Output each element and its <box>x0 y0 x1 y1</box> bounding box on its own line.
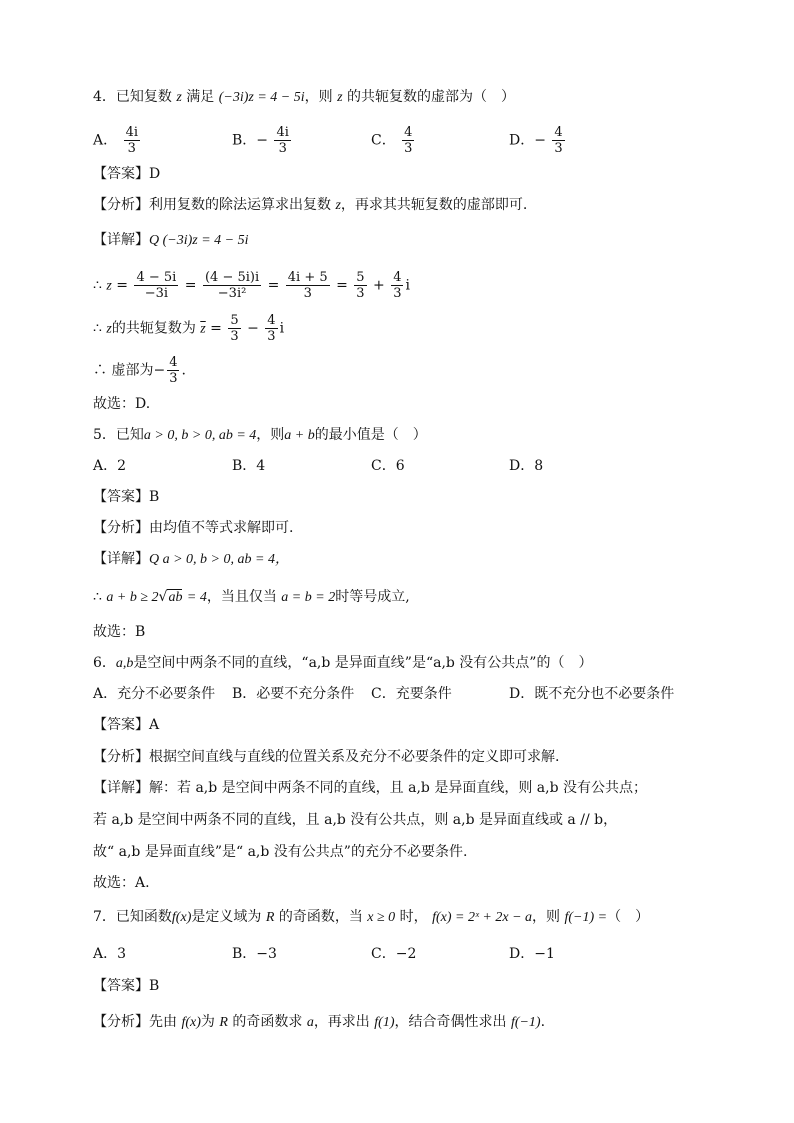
q5-answer-tag: 【答案】 <box>93 489 149 505</box>
q7-stem-b: 是定义域为 <box>191 909 262 925</box>
q4-detail-tag: 【详解】 <box>93 232 149 248</box>
q4-detail-1 <box>93 230 249 251</box>
q4-d2-frac1-den: −3i <box>144 286 169 301</box>
q4-stem-c: ，则 <box>304 89 333 105</box>
q4-option-b <box>232 125 293 156</box>
q7-ask: f(−1) = <box>564 910 608 925</box>
q4-option-d-label: D． <box>509 132 535 149</box>
q5-option-b-value: 4 <box>256 458 266 474</box>
q4-answer-value: D <box>149 166 161 182</box>
q7-option-d-label: D． <box>509 946 535 962</box>
q6-analysis-text: 根据空间直线与直线的位置关系及充分不必要条件的定义即可求解. <box>149 749 560 765</box>
q4-option-a-label: A． <box>93 132 118 149</box>
q5-d2-eq: a = b = 2 <box>281 590 336 605</box>
q4-d2-frac1 <box>134 270 178 301</box>
q4-d3-frac1-num: 5 <box>230 313 239 328</box>
q4-therefore-2: ∴ <box>93 320 102 337</box>
q4-d2-frac5-num: 4 <box>393 270 402 285</box>
q4-d3-text: 的共轭复数为 <box>111 320 196 337</box>
q6-detail-line3: 故“ a,b 是异面直线”是“ a,b 没有公共点”的充分不必要条件. <box>93 844 468 860</box>
q6-choose <box>93 873 150 893</box>
q6-option-b-label: B． <box>232 686 257 702</box>
q4-stem-d: 的共轭复数的虚部为（ ） <box>347 89 515 105</box>
q7-stem <box>93 907 649 928</box>
q5-option-b <box>232 456 265 476</box>
q5-number: 5． <box>93 427 116 443</box>
q7-def: f(x) = 2ˣ + 2x − a <box>432 910 533 925</box>
q7-option-d-value: −1 <box>534 946 555 962</box>
q4-option-d-sign: − <box>534 132 546 149</box>
q4-detail-3: ∴ z的共轭复数为 $\overline{z}$ = $\frac{5}{3}$ − $\frac{4}{3}$ i <box>93 313 285 344</box>
q6-analysis <box>93 747 559 767</box>
q7-option-c <box>371 944 416 964</box>
q4-choose <box>93 394 150 414</box>
q4-option-b-frac <box>274 125 290 156</box>
q7-analysis <box>93 1012 545 1033</box>
q4-option-a-frac <box>124 125 140 156</box>
q4-therefore-1: ∴ <box>93 277 102 294</box>
q7-stem-c: 的奇函数，当 <box>278 909 363 925</box>
q4-option-d <box>509 125 567 156</box>
q4-d2-frac2-num: (4 − 5i)i <box>204 270 260 285</box>
q5-detail-2: ∴ a + b ≥ 2√ab = 4，当且仅当 a = b = 2时等号成立, <box>93 589 410 605</box>
q4-d3-frac1-den: 3 <box>230 329 239 344</box>
q4-d2-frac2-den: −3i² <box>217 286 247 301</box>
q6-option-b-value: 必要不充分条件 <box>256 686 355 702</box>
q5-option-c <box>371 456 405 476</box>
q7-analysis-f1: f(1) <box>374 1015 395 1030</box>
q5-condition: a > 0, b > 0, ab = 4 <box>143 428 257 443</box>
q4-d3-frac2-num: 4 <box>267 313 276 328</box>
q4-option-b-sign: − <box>256 132 269 149</box>
q4-option-b-num: 4i <box>276 125 289 140</box>
q7-analysis-fm1: f(−1) <box>510 1015 541 1030</box>
q4-detail-line1: Q (−3i)z = 4 − 5i <box>149 233 249 248</box>
q4-option-d-frac <box>552 125 564 156</box>
q4-d2-frac5 <box>391 270 403 301</box>
q7-option-a-label: A． <box>93 946 118 962</box>
q4-answer-tag: 【答案】 <box>93 166 149 182</box>
q4-option-b-label: B． <box>232 132 257 149</box>
q5-analysis <box>93 518 293 538</box>
q7-fx: f(x) <box>171 910 192 925</box>
q4-answer <box>93 164 160 184</box>
q5-d2-b: = 4 <box>186 590 207 605</box>
q7-analysis-d: ，再求出 <box>313 1014 370 1030</box>
q4-option-c-frac <box>402 125 414 156</box>
q4-d2-frac2 <box>203 270 261 301</box>
q4-option-c-num: 4 <box>404 125 413 140</box>
q7-option-a <box>93 944 126 964</box>
q5-answer-value: B <box>149 489 160 505</box>
q6-choose-text: 故选：A. <box>93 875 150 891</box>
q6-answer <box>93 715 159 735</box>
q6-option-d-label: D． <box>509 686 535 702</box>
q7-option-d <box>509 944 555 964</box>
q7-R: R <box>265 910 275 925</box>
q4-option-b-den: 3 <box>278 141 287 156</box>
q4-analysis-b: ，再求其共轭复数的虚部即可. <box>340 197 528 213</box>
q5-analysis-text: 由均值不等式求解即可. <box>149 520 294 536</box>
q7-analysis-f: . <box>540 1014 546 1030</box>
q6-option-a-value: 充分不必要条件 <box>117 686 216 702</box>
q7-analysis-fx: f(x) <box>181 1015 201 1030</box>
q7-stem-f: （ ） <box>607 909 650 925</box>
q6-option-d-value: 既不充分也不必要条件 <box>534 686 675 702</box>
q6-detail-3 <box>93 842 467 862</box>
q4-option-d-den: 3 <box>554 141 563 156</box>
q4-stem <box>93 87 515 108</box>
q4-d2-frac4-num: 5 <box>356 270 365 285</box>
q6-vars: a,b <box>115 656 134 671</box>
q4-analysis-z: z <box>335 198 341 213</box>
q5-option-a-label: A． <box>93 458 118 474</box>
q6-option-c-value: 充要条件 <box>395 686 452 702</box>
q7-option-b-value: −3 <box>256 946 277 962</box>
q7-stem-d: 时， <box>399 909 428 925</box>
q4-d2-frac3-den: 3 <box>303 286 312 301</box>
q6-detail-2 <box>93 810 617 830</box>
q5-choose <box>93 622 145 642</box>
q7-stem-e: ，则 <box>532 909 561 925</box>
q7-option-c-label: C． <box>371 946 396 962</box>
q6-answer-value: A <box>149 717 160 733</box>
q4-d4-frac-den: 3 <box>169 371 178 386</box>
q4-option-a <box>93 125 142 156</box>
q7-analysis-a-var: a <box>306 1015 314 1030</box>
q4-d3-z: z <box>106 321 112 337</box>
q4-d2-frac4 <box>354 270 366 301</box>
q4-var-z: z <box>176 90 182 105</box>
q5-option-a-value: 2 <box>117 458 127 474</box>
q5-d2-a: a + b ≥ 2 <box>106 590 159 605</box>
q4-d2-z: z <box>106 278 112 294</box>
q6-stem-text: 是空间中两条不同的直线，“a,b 是异面直线”是“a,b 没有公共点”的（ ） <box>133 655 593 671</box>
q4-option-c-den: 3 <box>404 141 413 156</box>
q6-option-a <box>93 684 215 704</box>
q6-option-c <box>371 684 452 704</box>
q5-stem-a: 已知 <box>115 427 144 443</box>
q5-analysis-tag: 【分析】 <box>93 520 149 536</box>
q4-d4-frac <box>167 355 179 386</box>
q4-therefore-3: ∴ <box>93 362 107 379</box>
q4-d4-text: 虚部为 <box>111 362 154 379</box>
q4-option-a-den: 3 <box>127 141 136 156</box>
q5-stem <box>93 425 427 446</box>
q7-option-a-value: 3 <box>117 946 127 962</box>
q5-detail-tag: 【详解】 <box>93 551 149 567</box>
q6-number: 6． <box>93 655 116 671</box>
q4-option-a-num: 4i <box>125 125 139 140</box>
q5-detail-1 <box>93 549 289 570</box>
q4-option-d-num: 4 <box>554 125 563 140</box>
q4-analysis-a: 利用复数的除法运算求出复数 <box>149 197 331 213</box>
q4-analysis <box>93 195 527 216</box>
q4-choose-text: 故选：D. <box>93 396 151 412</box>
q5-stem-b: ，则 <box>256 427 285 443</box>
q4-analysis-tag: 【分析】 <box>93 197 149 213</box>
q5-option-b-label: B． <box>232 458 257 474</box>
q4-var-z-2: z <box>337 90 343 105</box>
q6-detail-line2: 若 a,b 是空间中两条不同的直线，且 a,b 没有公共点，则 a,b 是异面直线或 a // b， <box>93 812 618 828</box>
q4-option-c-label: C． <box>371 132 396 149</box>
q6-option-a-label: A． <box>93 686 118 702</box>
q4-d2-frac5-den: 3 <box>393 286 402 301</box>
q6-detail-tag: 【详解】 <box>93 780 149 796</box>
q4-d2-frac4-den: 3 <box>356 286 365 301</box>
q4-number: 4． <box>93 89 116 105</box>
q4-d3-zbar: $\overline{z}$ <box>200 321 206 337</box>
q4-detail-2: ∴ z = $\frac{4 - 5i}{-3i}$ = $\frac{(4 - 5i)i}{\text{−3i²}}$ = $\frac{4i + 5}{3}$ = $\frac{5}{3}$ + $\frac{4}{3}$ i <box>93 270 410 301</box>
q5-option-d-label: D． <box>509 458 535 474</box>
q4-stem-a: 已知复数 <box>115 89 172 105</box>
q7-number: 7． <box>93 909 116 925</box>
q4-d3-frac2 <box>265 313 277 344</box>
q7-analysis-c: 的奇函数求 <box>232 1014 303 1030</box>
q4-detail-4: ∴ 虚部为− $\frac{4}{3}$ . <box>93 355 186 386</box>
q7-analysis-b: 为 <box>200 1014 215 1030</box>
q7-option-b-label: B． <box>232 946 257 962</box>
q5-answer <box>93 487 159 507</box>
q5-therefore: ∴ <box>93 589 102 605</box>
q6-detail-line1: 解：若 a,b 是空间中两条不同的直线，且 a,b 是异面直线，则 a,b 没有公共点； <box>149 780 647 796</box>
q4-d3-frac2-den: 3 <box>267 329 276 344</box>
q6-detail-1 <box>93 778 647 798</box>
q5-option-a <box>93 456 126 476</box>
q4-d3-frac1 <box>228 313 240 344</box>
q4-d2-frac3 <box>286 270 330 301</box>
q4-d4-frac-num: 4 <box>169 355 178 370</box>
q5-option-d-value: 8 <box>534 458 544 474</box>
q6-option-b <box>232 684 354 704</box>
q5-stem-c: 的最小值是（ ） <box>314 427 427 443</box>
q7-option-b <box>232 944 277 964</box>
q4-stem-b: 满足 <box>186 89 215 105</box>
q6-stem <box>93 653 592 674</box>
q4-condition: (−3i)z = 4 − 5i <box>218 90 305 105</box>
q7-answer-value: B <box>149 978 160 994</box>
q7-stem-a: 已知函数 <box>115 909 172 925</box>
q7-analysis-e: ，结合奇偶性求出 <box>394 1014 507 1030</box>
q5-choose-text: 故选：B <box>93 624 146 640</box>
q5-option-c-value: 6 <box>395 458 405 474</box>
q7-analysis-tag: 【分析】 <box>93 1014 149 1030</box>
q6-answer-tag: 【答案】 <box>93 717 149 733</box>
q5-d2-d: 时等号成立, <box>335 589 410 605</box>
q6-analysis-tag: 【分析】 <box>93 749 149 765</box>
q6-option-d <box>509 684 674 704</box>
q7-option-c-value: −2 <box>395 946 417 962</box>
q5-d2-sqrt: ab <box>168 590 183 605</box>
q7-answer <box>93 976 159 996</box>
q4-option-c <box>371 125 416 156</box>
q7-analysis-a: 先由 <box>149 1014 177 1030</box>
q6-option-c-label: C． <box>371 686 396 702</box>
q4-d2-frac3-num: 4i + 5 <box>287 270 328 285</box>
q5-detail-line1: Q a > 0, b > 0, ab = 4， <box>149 552 289 567</box>
q5-d2-c: ，当且仅当 <box>206 589 277 605</box>
q7-cond: x ≥ 0 <box>367 910 396 925</box>
q5-expr: a + b <box>284 428 315 443</box>
q4-d2-frac1-num: 4 − 5i <box>136 270 177 285</box>
q7-analysis-R: R <box>219 1015 228 1030</box>
q7-answer-tag: 【答案】 <box>93 978 149 994</box>
q5-option-d <box>509 456 543 476</box>
q5-option-c-label: C． <box>371 458 396 474</box>
